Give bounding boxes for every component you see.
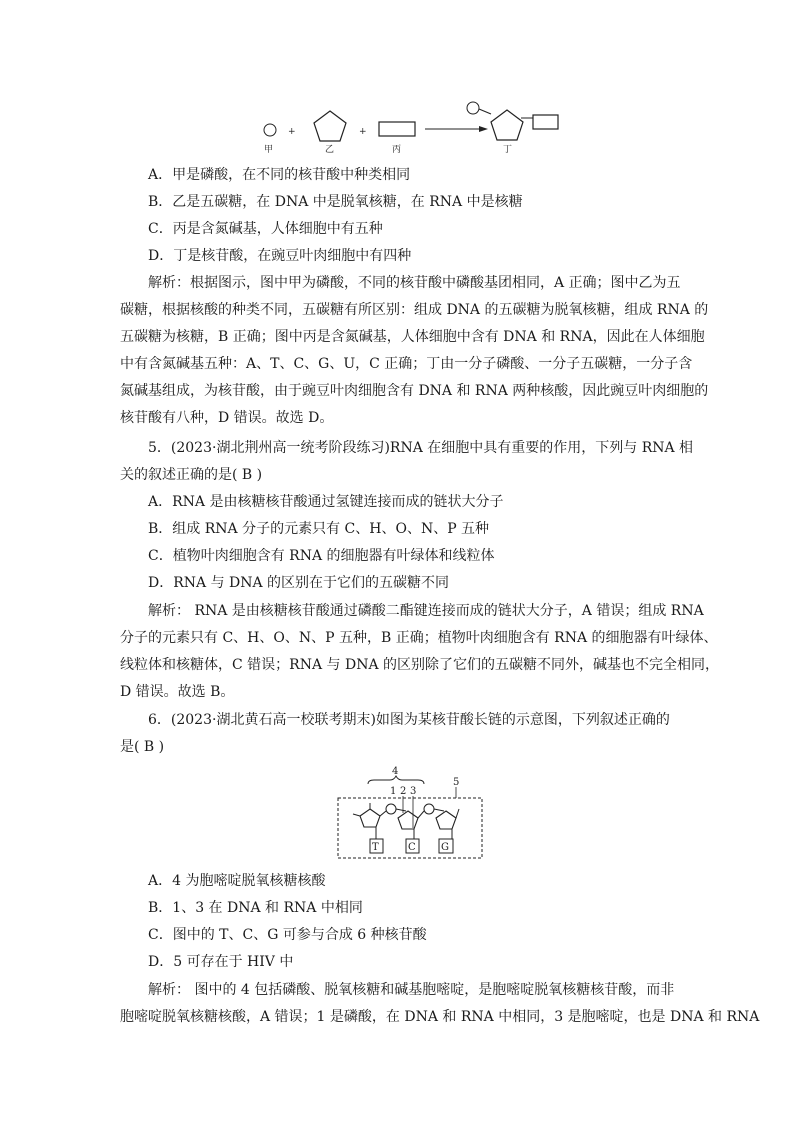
brace-4 [368, 776, 424, 784]
label-ding: 丁 [503, 145, 513, 155]
product-bond-1 [479, 109, 491, 114]
label-1: 1 [390, 786, 397, 797]
q6-option-d: D．5 可存在于 HIV 中 [148, 954, 294, 970]
nucleotide-formation-figure [255, 96, 565, 158]
sugar-3-up [456, 809, 459, 818]
q6-stem-line-2: 是( B ) [120, 739, 165, 755]
q6-option-a: A．4 为胞嘧啶脱氧核糖核酸 [148, 873, 326, 889]
figure1-plus-2: + [359, 127, 367, 137]
q5-option-c: C．植物叶肉细胞含有 RNA 的细胞器有叶绿体和线粒体 [148, 548, 495, 564]
bond-1a [380, 811, 386, 816]
label-3: 3 [410, 786, 417, 797]
figure1-plus-1: + [288, 127, 296, 137]
q6-stem-line-1: 6．(2023·湖北黄石高一校联考期末)如图为某核苷酸长链的示意图，下列叙述正确的 [148, 712, 670, 728]
q4-analysis-line-3: 五碳糖为核糖，B 正确；图中丙是含氮碱基，人体细胞中含有 DNA 和 RNA，因此在人体细胞 [120, 329, 705, 345]
product-base-rectangle [533, 115, 558, 129]
q4-analysis-line-6: 核苷酸有八种，D 错误。故选 D。 [120, 410, 334, 426]
q6-option-b: B．1、3 在 DNA 和 RNA 中相同 [148, 900, 363, 916]
q6-analysis-line-1: 解析： 图中的 4 包括磷酸、脱氧核糖和碱基胞嘧啶，是胞嘧啶脱氧核糖核苷酸，而非 [148, 982, 675, 998]
sugar-3 [436, 811, 456, 829]
label-4: 4 [392, 766, 399, 777]
bond-2b [434, 809, 444, 811]
q5-stem-line-2: 关的叙述正确的是( B ) [120, 467, 263, 483]
q5-analysis-line-4: D 错误。故选 B。 [120, 684, 235, 700]
label-5: 5 [453, 777, 460, 788]
q5-analysis-line-2: 分子的元素只有 C、H、O、N、P 五种，B 正确；植物叶肉细胞含有 RNA 的细胞器有叶绿体、 [120, 630, 718, 646]
bond-1b [396, 809, 406, 811]
q4-option-d: D．丁是核苷酸，在豌豆叶肉细胞中有四种 [148, 248, 412, 264]
product-phosphate-circle [467, 102, 479, 114]
q5-option-a: A．RNA 是由核糖核苷酸通过氢键连接而成的链状大分子 [148, 494, 504, 510]
base-g: G [441, 842, 449, 853]
bond-2a [418, 811, 424, 818]
q4-analysis-line-4: 中有含氮碱基五种：A、T、C、G、U，C 正确；丁由一分子磷酸、一分子五碳糖，一分子含 [120, 356, 693, 372]
reaction-arrowhead [479, 126, 488, 132]
q4-analysis-line-2: 碳糖，根据核酸的种类不同，五碳糖有所区别：组成 DNA 的五碳糖为脱氧核糖，组成 RNA 的 [120, 302, 709, 318]
phosphate-2 [424, 804, 434, 814]
q5-analysis-line-3: 线粒体和核糖体，C 错误；RNA 与 DNA 的区别除了它们的五碳糖不同外，碱基也不完全相同， [120, 657, 719, 673]
q4-option-c: C．丙是含氮碱基，人体细胞中有五种 [148, 221, 383, 237]
phosphate-circle [264, 124, 276, 136]
sugar-1-left [353, 814, 360, 816]
label-jia: 甲 [264, 145, 274, 155]
q4-analysis-line-1: 解析：根据图示，图中甲为磷酸，不同的核苷酸中磷酸基团相同，A 正确；图中乙为五 [148, 275, 681, 291]
sugar-1 [360, 809, 380, 827]
q5-stem-line-1: 5．(2023·湖北荆州高一统考阶段练习)RNA 在细胞中具有重要的作用，下列与 RNA 相 [148, 440, 694, 456]
q4-option-a: A．甲是磷酸，在不同的核苷酸中种类相同 [148, 167, 411, 183]
base-c: C [408, 842, 416, 853]
pentose-pentagon [314, 111, 346, 141]
label-bing: 丙 [392, 145, 402, 155]
q4-analysis-line-5: 氮碱基组成，为核苷酸，由于豌豆叶肉细胞含有 DNA 和 RNA 两种核酸，因此豌豆叶肉细胞的 [120, 383, 709, 399]
label-yi: 乙 [325, 145, 335, 155]
q4-option-b: B．乙是五碳糖，在 DNA 中是脱氧核糖，在 RNA 中是核糖 [148, 194, 523, 210]
q6-option-c: C．图中的 T、C、G 可参与合成 6 种核苷酸 [148, 927, 427, 943]
base-t: T [372, 842, 379, 853]
label-2: 2 [400, 786, 407, 797]
q5-option-b: B．组成 RNA 分子的元素只有 C、H、O、N、P 五种 [148, 521, 490, 537]
q5-analysis-line-1: 解析： RNA 是由核糖核苷酸通过磷酸二酯键连接而成的链状大分子，A 错误；组成 RNA [148, 603, 704, 619]
q5-option-d: D．RNA 与 DNA 的区别在于它们的五碳糖不同 [148, 575, 450, 591]
nucleotide-chain-figure [330, 765, 490, 863]
q6-analysis-line-2: 胞嘧啶脱氧核糖核酸，A 错误；1 是磷酸，在 DNA 和 RNA 中相同，3 是胞嘧啶，也是 DNA 和 RNA [120, 1009, 760, 1025]
product-pentose-pentagon [491, 110, 523, 140]
base-rectangle [379, 122, 415, 136]
phosphate-1 [386, 804, 396, 814]
sugar-2 [398, 811, 418, 829]
